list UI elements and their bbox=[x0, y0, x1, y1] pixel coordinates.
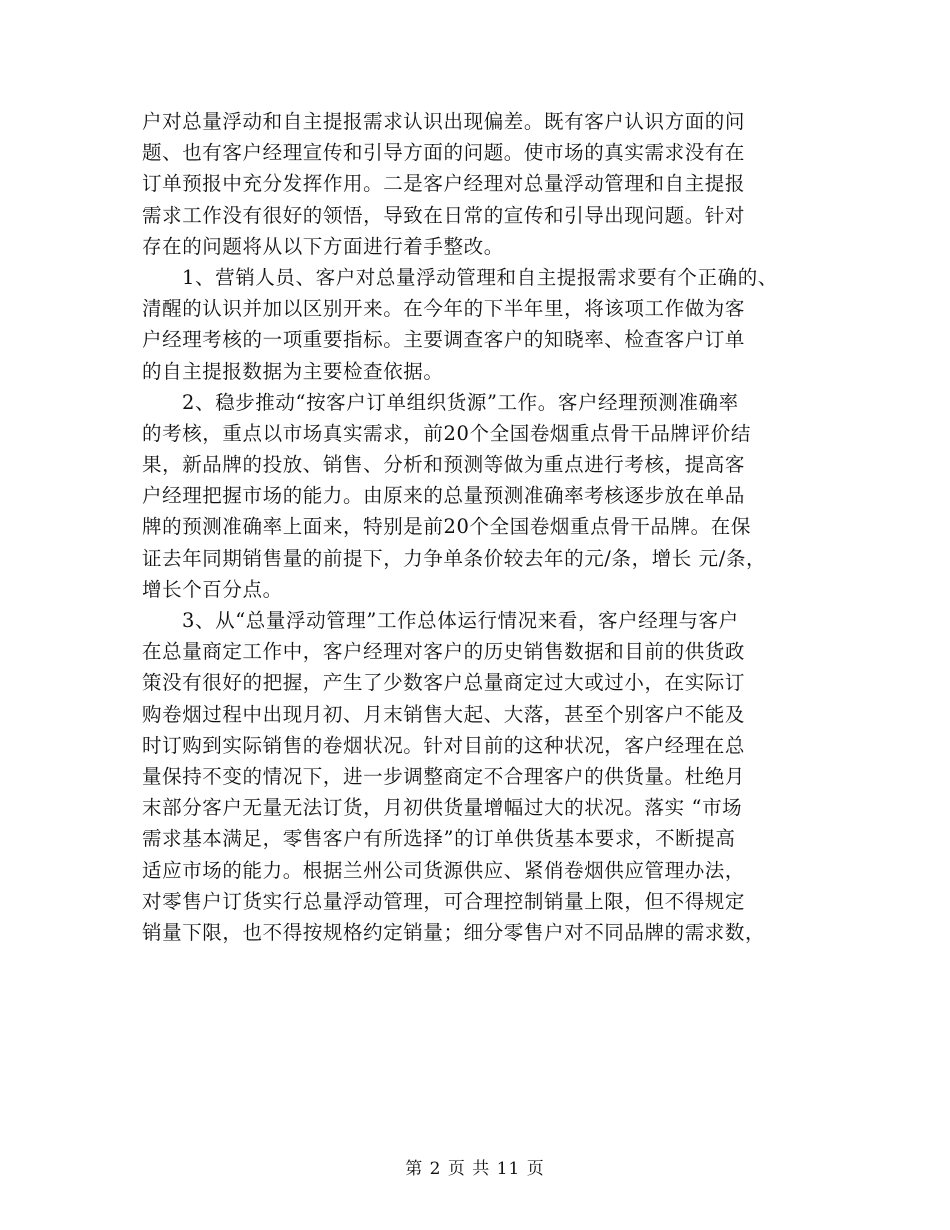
text-line: 的考核，重点以市场真实需求，前20个全国卷烟重点骨干品牌评价结 bbox=[142, 421, 751, 445]
page-footer: 第 2 页 共 11 页 bbox=[405, 1159, 545, 1179]
text-line: 3、从“总量浮动管理”工作总体运行情况来看，客户经理与客户 bbox=[182, 609, 739, 632]
text-line: 户对总量浮动和自主提报需求认识出现偏差。既有客户认识方面的问 bbox=[142, 110, 746, 133]
text-line: 2、稳步推动“按客户订单组织货源”工作。客户经理预测准确率 bbox=[182, 390, 739, 414]
text-line: 户经理考核的一项重要指标。主要调查客户的知晓率、检查客户订单 bbox=[142, 328, 746, 352]
body-text bbox=[142, 106, 812, 948]
text-line: 需求基本满足，零售客户有所选择”的订单供货基本要求，不断提高 bbox=[142, 827, 736, 851]
text-line: 末部分客户无量无法订货，月初供货量增幅过大的状况。落实 “市场 bbox=[142, 796, 743, 820]
text-line: 量保持不变的情况下，进一步调整商定不合理客户的供货量。杜绝月 bbox=[142, 764, 746, 788]
text-line: 存在的问题将从以下方面进行着手整改。 bbox=[142, 234, 504, 258]
text-line: 策没有很好的把握，产生了少数客户总量商定过大或过小，在实际订 bbox=[142, 671, 746, 695]
text-line: 订单预报中充分发挥作用。二是客户经理对总量浮动管理和自主提报 bbox=[142, 172, 746, 196]
text-line: 对零售户订货实行总量浮动管理，可合理控制销量上限，但不得规定 bbox=[142, 889, 746, 913]
text-line: 时订购到实际销售的卷烟状况。针对目前的这种状况，客户经理在总 bbox=[142, 733, 746, 757]
text-line: 题、也有客户经理宣传和引导方面的问题。使市场的真实需求没有在 bbox=[142, 141, 746, 165]
text-line: 购卷烟过程中出现月初、月末销售大起、大落，甚至个别客户不能及 bbox=[142, 702, 746, 726]
text-line: 果，新品牌的投放、销售、分析和预测等做为重点进行考核，提高客 bbox=[142, 453, 746, 477]
text-line: 1、营销人员、客户对总量浮动管理和自主提报需求要有个正确的、 bbox=[182, 265, 778, 289]
text-line: 证去年同期销售量的前提下，力争单条价较去年的元/条，增长 元/条， bbox=[142, 546, 767, 570]
text-line: 在总量商定工作中，客户经理对客户的历史销售数据和目前的供货政 bbox=[142, 640, 746, 664]
text-line: 适应市场的能力。根据兰州公司货源供应、紧俏卷烟供应管理办法， bbox=[142, 858, 746, 882]
text-line: 的自主提报数据为主要检查依据。 bbox=[142, 359, 444, 383]
text-line: 需求工作没有很好的领悟，导致在日常的宣传和引导出现问题。针对 bbox=[142, 203, 746, 227]
text-line: 增长个百分点。 bbox=[142, 577, 283, 601]
text-line: 户经理把握市场的能力。由原来的总量预测准确率考核逐步放在单品 bbox=[142, 484, 746, 508]
text-line: 销量下限，也不得按规格约定销量；细分零售户对不同品牌的需求数， bbox=[142, 920, 766, 944]
text-line: 清醒的认识并加以区别开来。在今年的下半年里，将该项工作做为客 bbox=[142, 297, 746, 321]
text-line: 牌的预测准确率上面来，特别是前20个全国卷烟重点骨干品牌。在保 bbox=[142, 515, 751, 539]
